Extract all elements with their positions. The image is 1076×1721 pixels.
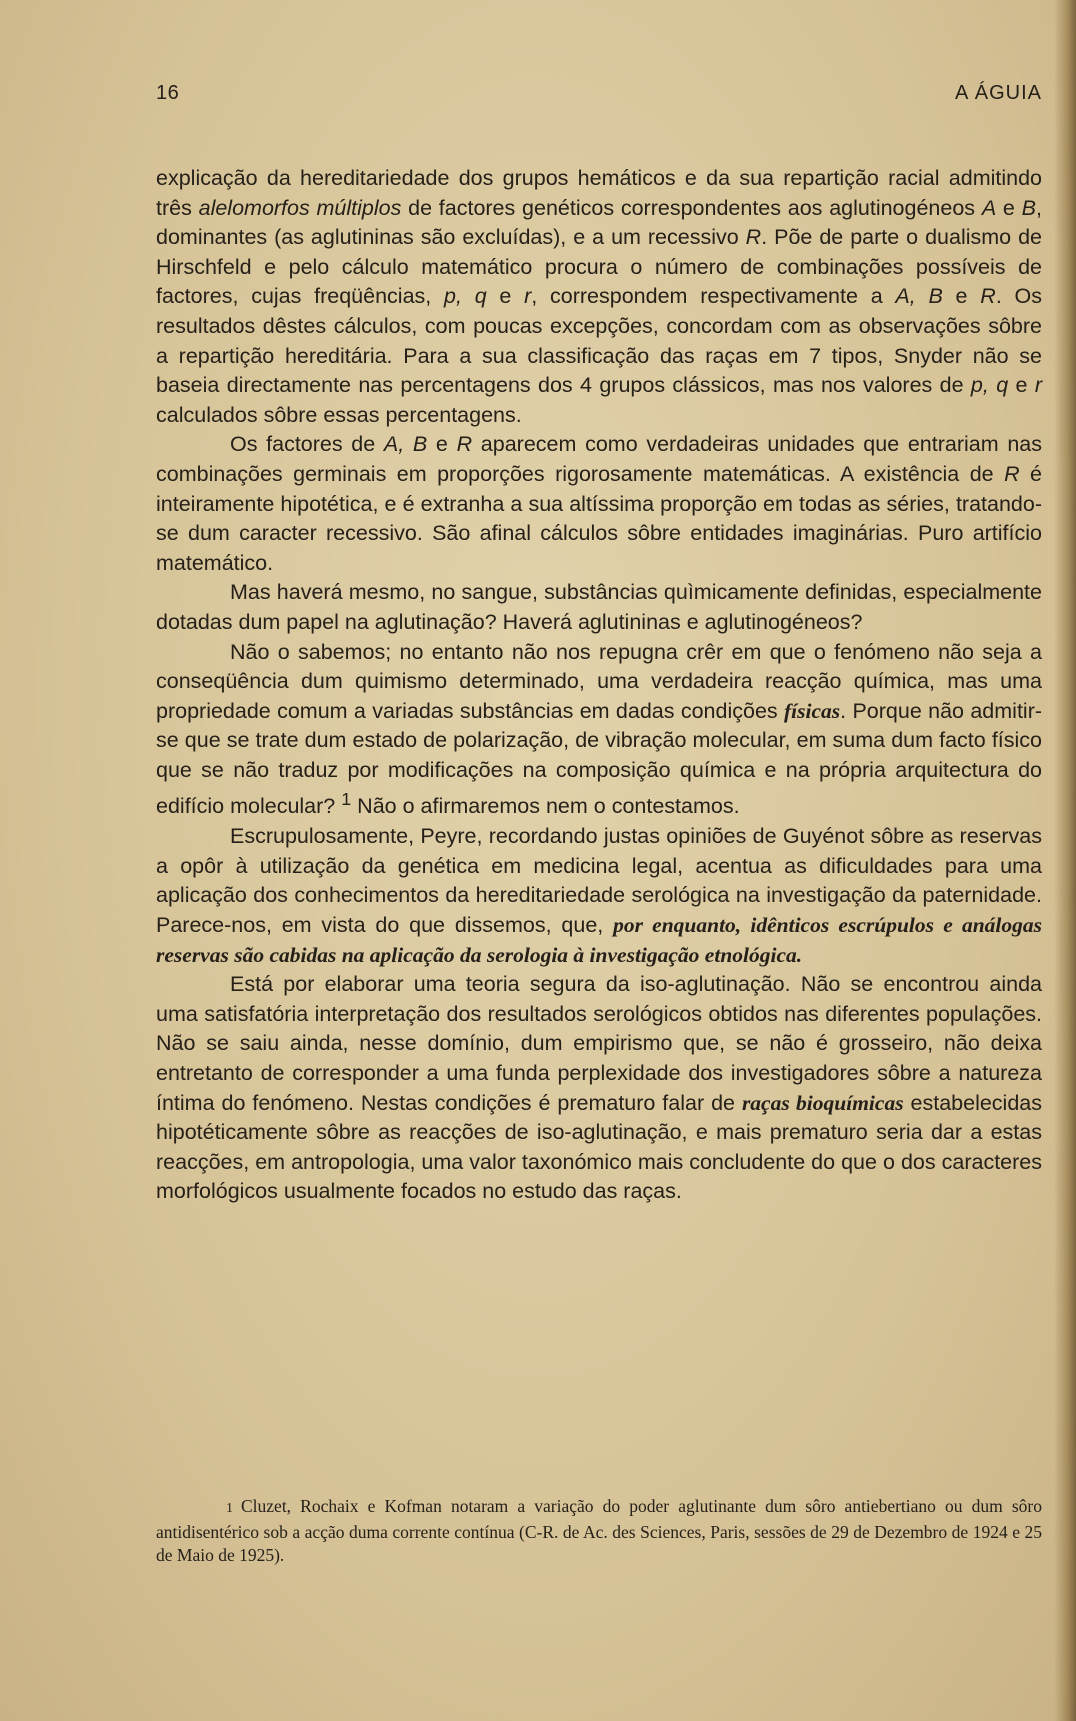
- page-number: 16: [156, 82, 180, 104]
- running-header: [156, 82, 1042, 112]
- footnote-reference: 1: [341, 789, 352, 810]
- paragraph-1: explicação da hereditariedade dos grupos hemáticos e da sua repartição racial admitindo três alelomorfos múltiplos de factores genéticos correspondentes aos aglutinogéneos A e B, dominantes (as aglutininas são excluídas), e a um recessivo R. Põe de parte o dualismo de Hirschfeld e pelo cálculo matemático procura o número de combinações possíveis de factores, cujas freqüências, p, q e r, correspondem respectivamente a A, B e R. Os resultados dêstes cálculos, com poucas excepções, concordam com as observações sôbre a repartição hereditária. Para a sua classificação das raças em 7 tipos, Snyder não se baseia directamente nas percentagens dos 4 grupos clássicos, mas nos valores de p, q e r calculados sôbre essas percentagens.: [156, 166, 1043, 427]
- page-edge-shadow: [1054, 0, 1076, 1721]
- footnote-marker: 1: [226, 1501, 233, 1516]
- paragraph-6: Está por elaborar uma teoria segura da iso-aglutinação. Não se encontrou ainda uma satisfatória interpretação dos resultados serológicos obtidos nas diferentes populações. Não se saiu ainda, nesse domínio, dum empirismo que, se não é grosseiro, não deixa entretanto de corresponder a uma funda perplexidade dos investigadores sôbre a natureza íntima do fenómeno. Nestas condições é prematuro falar de raças bioquímicas estabelecidas hipotéticamente sôbre as reacções de iso-aglutinação, e mais prematuro seria dar a estas reacções, em antropologia, uma valor taxonómico mais concludente do que o dos caracteres morfológicos usualmente focados no estudo das raças.: [156, 972, 1042, 1204]
- footnote-text: Cluzet, Rochaix e Kofman notaram a variação do poder aglutinante dum sôro antiebertiano ou dum sôro antidisentérico sob a acção duma corrente contínua (C-R. de Ac. des Sciences, Paris, sessões de 29 de Dezembro de 1924 e 25 de Maio de 1925).: [156, 1496, 1042, 1565]
- footnotes: [156, 1495, 1042, 1568]
- paragraph-3: Mas haverá mesmo, no sangue, substâncias quìmicamente definidas, especialmente dotadas dum papel na aglutinação? Haverá aglutininas e aglutinogéneos?: [156, 580, 1042, 634]
- paragraph-4: Não o sabemos; no entanto não nos repugna crêr em que o fenómeno não seja a conseqüência dum quimismo determinado, uma verdadeira reacção química, mas uma propriedade comum a variadas substâncias em dadas condições físicas. Porque não admitir-se que se trate dum estado de polarização, de vibração molecular, em suma dum facto físico que se não traduz por modificações na composição química e na própria arquitectura do edifício molecular? $^1$ Não o afirmaremos nem o contestamos.: [156, 639, 1043, 819]
- paragraph-2: Os factores de A, B e R aparecem como verdadeiras unidades que entrariam nas combinações germinais em proporções rigorosamente matemáticas. A existência de R é inteiramente hipotética, e é extranha a sua altíssima proporção em todas as séries, tratando-se dum caracter recessivo. São afinal cálculos sôbre entidades imaginárias. Puro artifício matemático.: [156, 432, 1042, 575]
- running-title: A ÁGUIA: [954, 82, 1042, 104]
- footnote-1: [156, 1495, 1042, 1568]
- main-text: [156, 164, 1042, 1207]
- paragraph-5: Escrupulosamente, Peyre, recordando justas opiniões de Guyénot sôbre as reservas a opôr à utilização da genética em medicina legal, acentua as dificuldades para uma aplicação dos conhecimentos da hereditariedade serológica na investigação da paternidade. Parece-nos, em vista do que dissemos, que, por enquanto, idênticos escrúpulos e análogas reservas são cabidas na aplicação da serologia à investigação etnológica.: [156, 824, 1043, 967]
